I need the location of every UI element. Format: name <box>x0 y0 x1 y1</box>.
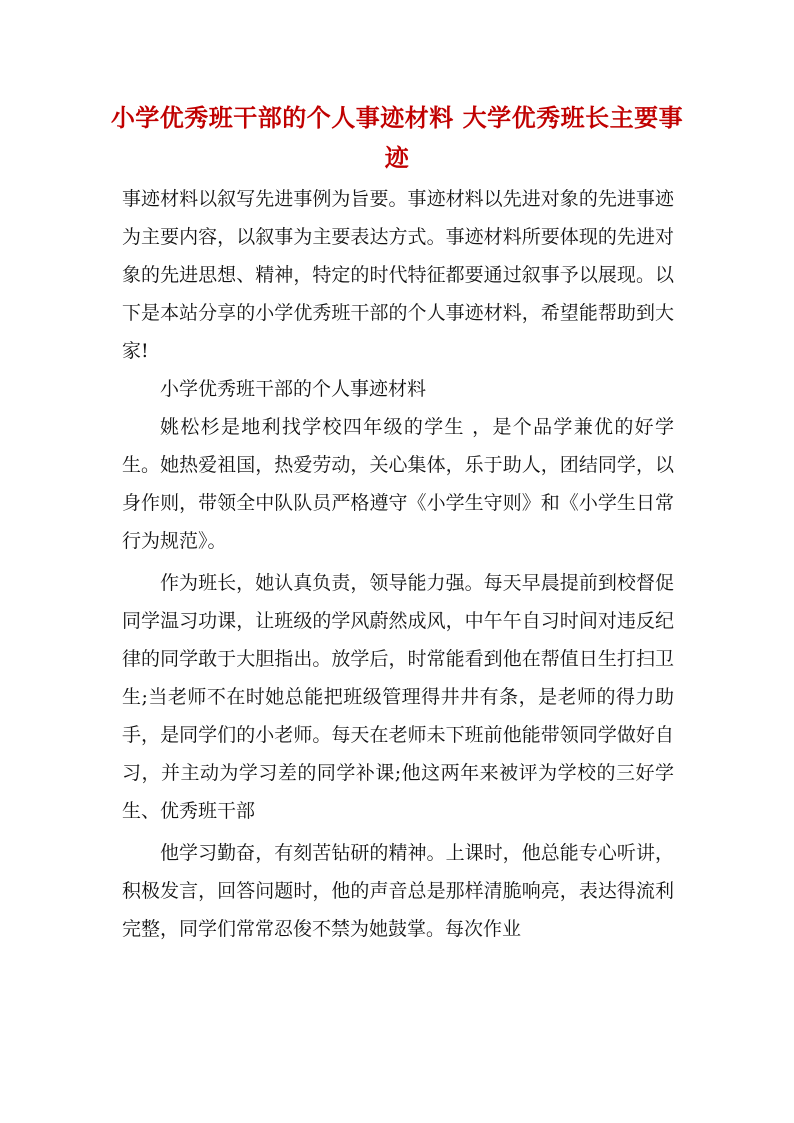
body-paragraph: 作为班长，她认真负责，领导能力强。每天早晨提前到校督促同学温习功课，让班级的学风蔚然成风，中午午自习时间对违反纪律的同学敢于大胆指出。放学后，时常能看到他在帮值日生打扫卫生;当老师不在时她总能把班级管理得井井有条，是老师的得力助手，是同学们的小老师。每天在老师未下班前他能带领同学做好自习，并主动为学习差的同学补课;他这两年来被评为学校的三好学生、优秀班干部 <box>122 572 674 822</box>
body-paragraph: 他学习勤奋，有刻苦钻研的精神。上课时，他总能专心听讲，积极发言，回答问题时，他的声音总是那样清脆响亮，表达得流利完整，同学们常常忍俊不禁为她鼓掌。每次作业 <box>122 842 674 940</box>
section-heading: 小学优秀班干部的个人事迹材料 <box>160 378 427 400</box>
intro-paragraph: 事迹材料以叙写先进事例为旨要。事迹材料以先进对象的先进事迹为主要内容，以叙事为主要表达方式。事迹材料所要体现的先进对象的先进思想、精神，特定的时代特征都要通过叙事予以展现。以下是本站分享的小学优秀班干部的个人事迹材料，希望能帮助到大家! <box>122 188 674 362</box>
document-title: 小学优秀班干部的个人事迹材料 大学优秀班长主要事迹 <box>110 103 684 172</box>
body-paragraph: 姚松杉是地利找学校四年级的学生 ，是个品学兼优的好学生。她热爱祖国，热爱劳动，关心集体，乐于助人，团结同学，以身作则，带领全中队队员严格遵守《小学生守则》和《小学生日常行为规范》。 <box>122 416 674 552</box>
document-body <box>122 180 674 948</box>
